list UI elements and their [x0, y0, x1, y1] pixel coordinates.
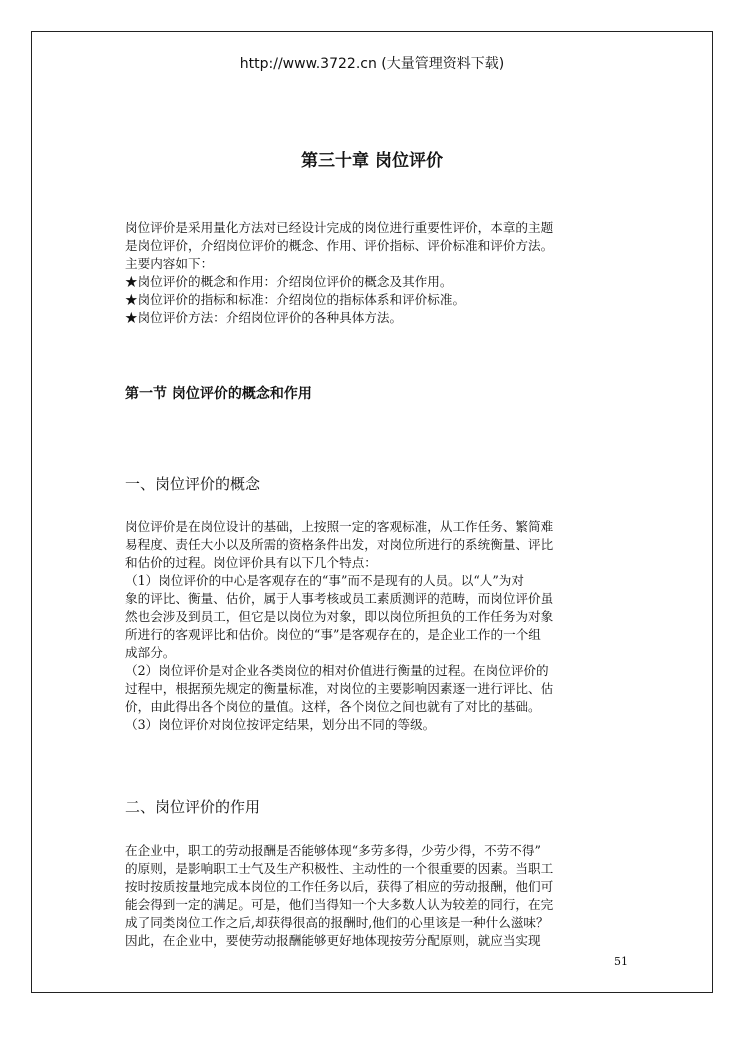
- subsection-title: 二、岗位评价的作用: [125, 798, 261, 816]
- body-line: 能会得到一定的满足。可是，他们当得知一个大多数人认为较差的同行，在完: [125, 897, 554, 912]
- intro-bullet: ★岗位评价的指标和标准：介绍岗位的指标体系和评价标准。: [125, 292, 466, 307]
- header-url[interactable]: http://www.3722.cn (大量管理资料下载): [239, 56, 505, 72]
- body-line: 岗位评价是在岗位设计的基础，上按照一定的客观标准，从工作任务、繁简难: [125, 519, 554, 534]
- body-line: 象的评比、衡量、估价，属于人事考核或员工素质测评的范畴，而岗位评价虽: [125, 591, 554, 606]
- body-line: 所进行的客观评比和估价。岗位的“事”是客观存在的，是企业工作的一个组: [125, 627, 541, 642]
- body-line: 成了同类岗位工作之后,却获得很高的报酬时,他们的心里该是一种什么滋味？: [125, 915, 549, 930]
- chapter-title: 第三十章 岗位评价: [301, 151, 443, 171]
- body-line: （3）岗位评价对岗位按评定结果，划分出不同的等级。: [125, 717, 436, 732]
- intro-line: 是岗位评价，介绍岗位评价的概念、作用、评价指标、评价标准和评价方法。: [125, 238, 554, 253]
- role-paragraph: [125, 842, 625, 950]
- body-line: 过程中，根据预先规定的衡量标准，对岗位的主要影响因素逐一进行评比、估: [125, 681, 554, 696]
- subsection-title: 一、岗位评价的概念: [125, 475, 261, 493]
- body-line: 的原则，是影响职工士气及生产积极性、主动性的一个很重要的因素。当职工: [125, 861, 554, 876]
- concept-paragraph: [125, 518, 625, 734]
- body-line: 易程度、责任大小以及所需的资格条件出发，对岗位所进行的系统衡量、评比: [125, 537, 554, 552]
- page-number: 51: [614, 955, 628, 968]
- body-line: （2）岗位评价是对企业各类岗位的相对价值进行衡量的过程。在岗位评价的: [125, 663, 549, 678]
- body-line: 在企业中，职工的劳动报酬是否能够体现“多劳多得，少劳少得，不劳不得”: [125, 843, 541, 858]
- body-line: 因此，在企业中，要使劳动报酬能够更好地体现按劳分配原则，就应当实现: [125, 933, 541, 948]
- intro-bullet: ★岗位评价方法：介绍岗位评价的各种具体方法。: [125, 310, 403, 325]
- body-line: 成部分。: [125, 645, 176, 660]
- intro-line: 岗位评价是采用量化方法对已经设计完成的岗位进行重要性评价，本章的主题: [125, 220, 554, 235]
- body-line: 按时按质按量地完成本岗位的工作任务以后，获得了相应的劳动报酬，他们可: [125, 879, 554, 894]
- body-line: 和估价的过程。岗位评价具有以下几个特点：: [125, 555, 377, 570]
- intro-paragraph: [125, 219, 625, 327]
- intro-bullet: ★岗位评价的概念和作用：介绍岗位评价的概念及其作用。: [125, 274, 453, 289]
- body-line: 价，由此得出各个岗位的量值。这样，各个岗位之间也就有了对比的基础。: [125, 699, 541, 714]
- intro-line: 主要内容如下：: [125, 256, 214, 271]
- section-title: 第一节 岗位评价的概念和作用: [125, 386, 312, 402]
- body-line: （1）岗位评价的中心是客观存在的“事”而不是现有的人员。以“人”为对: [125, 573, 524, 588]
- body-line: 然也会涉及到员工，但它是以岗位为对象，即以岗位所担负的工作任务为对象: [125, 609, 554, 624]
